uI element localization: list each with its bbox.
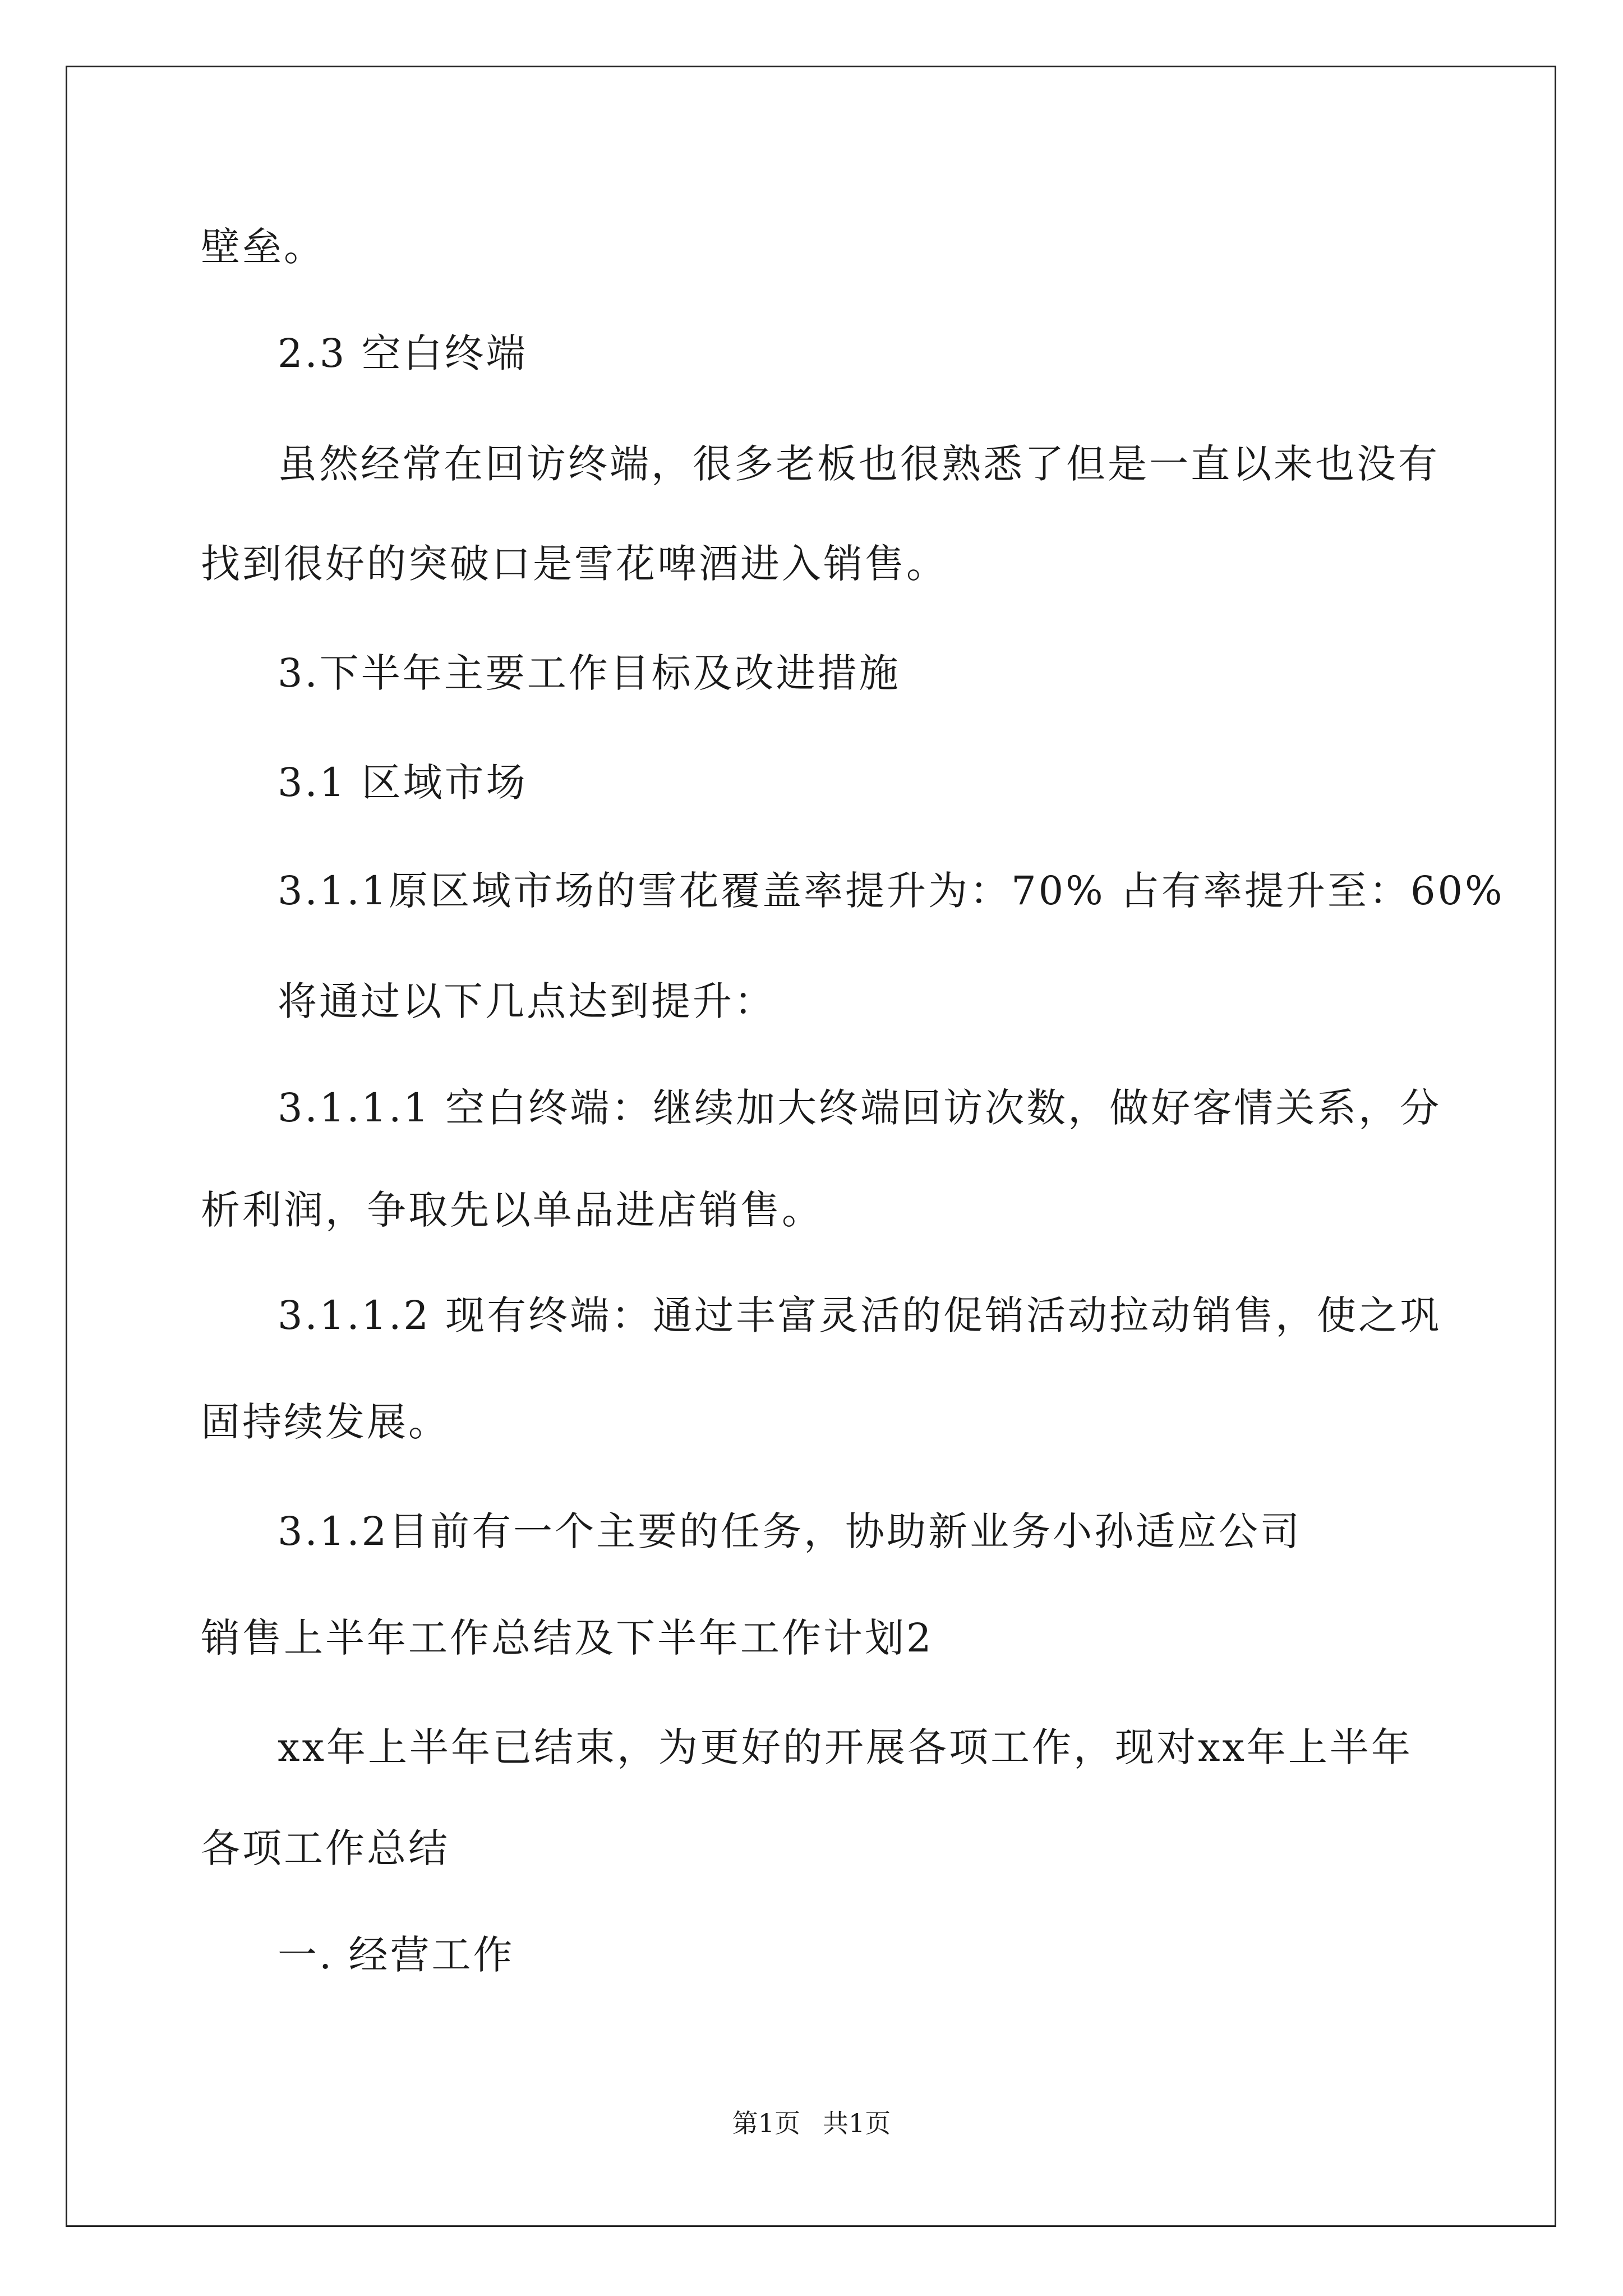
document-title: 销售上半年工作总结及下半年工作计划2 — [201, 1615, 934, 1661]
text-line: 固持续发展。 — [201, 1399, 450, 1445]
text-line: 虽然经常在回访终端，很多老板也很熟悉了但是一直以来也没有 — [278, 441, 1440, 487]
text-line: 各项工作总结 — [201, 1825, 450, 1871]
text-line: 析利润，争取先以单品进店销售。 — [201, 1187, 823, 1233]
section-heading: 一. 经营工作 — [278, 1932, 515, 1978]
text-line: 3.1.2目前有一个主要的任务，协助新业务小孙适应公司 — [278, 1508, 1302, 1554]
text-line: 3.1.1.2 现有终端：通过丰富灵活的促销活动拉动销售，使之巩 — [278, 1292, 1442, 1338]
section-heading: 3.1 区域市场 — [278, 760, 528, 806]
section-heading: 3.下半年主要工作目标及改进措施 — [278, 650, 901, 696]
text-line: 壁垒。 — [201, 224, 325, 270]
text-line: 3.1.1.1 空白终端：继续加大终端回访次数，做好客情关系，分 — [278, 1085, 1442, 1131]
page-footer — [0, 2106, 1623, 2140]
page-number: 第1页 — [732, 2108, 800, 2138]
text-line: 将通过以下几点达到提升： — [278, 978, 776, 1024]
page-border — [66, 66, 1556, 2227]
text-line: xx年上半年已结束，为更好的开展各项工作，现对xx年上半年 — [278, 1724, 1413, 1770]
text-line: 找到很好的突破口是雪花啤酒进入销售。 — [201, 541, 948, 587]
text-line: 3.1.1原区域市场的雪花覆盖率提升为：70% 占有率提升至：60% — [278, 868, 1505, 914]
page-total: 共1页 — [823, 2108, 891, 2138]
section-heading: 2.3 空白终端 — [278, 330, 528, 376]
